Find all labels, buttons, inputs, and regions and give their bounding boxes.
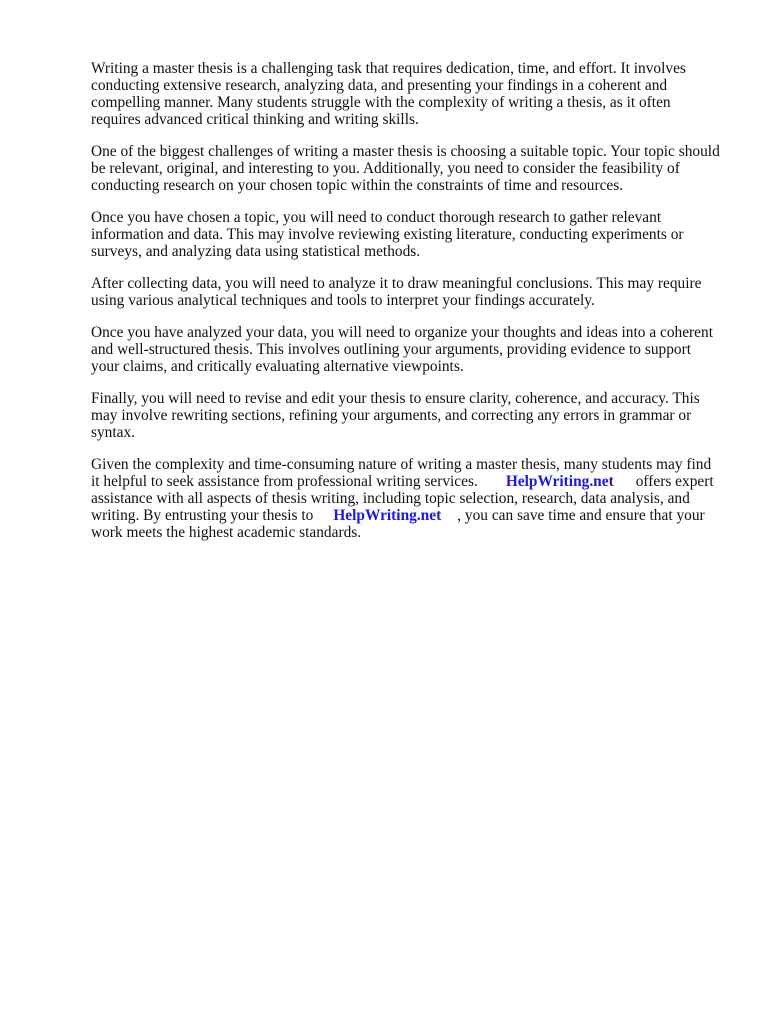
closing-text-2: offers expert assistance with all aspects of thesis writing, including topic selection, research, data analysis, and writing. By entrusting your thesis to bbox=[91, 473, 714, 524]
closing-text-1: Given the complexity and time-consuming nature of writing a master thesis, many students may find it helpful to seek assistance from professional writing services. bbox=[91, 456, 712, 490]
helpwriting-link-2[interactable]: HelpWriting.net bbox=[333, 507, 442, 524]
helpwriting-link-1[interactable]: HelpWriting.net bbox=[505, 473, 614, 490]
closing-text-3: , you can save time and ensure that your work meets the highest academic standards. bbox=[91, 507, 705, 541]
document-page bbox=[91, 60, 723, 556]
paragraph-revise: Finally, you will need to revise and edit your thesis to ensure clarity, coherence, and accuracy. This may involve rewriting sections, refining your arguments, and correcting any errors in grammar or syntax. bbox=[91, 390, 700, 441]
paragraph-research: Once you have chosen a topic, you will need to conduct thorough research to gather relevant information and data. This may involve reviewing existing literature, conducting experiments or surveys, and analyzing data using statistical methods. bbox=[91, 209, 684, 260]
paragraph-closing bbox=[91, 456, 723, 541]
paragraph-intro: Writing a master thesis is a challenging task that requires dedication, time, and effort. It involves conducting extensive research, analyzing data, and presenting your findings in a coherent and compelling manner. Many students struggle with the complexity of writing a thesis, as it often requires advanced critical thinking and writing skills. bbox=[91, 60, 686, 128]
paragraph-topic: One of the biggest challenges of writing a master thesis is choosing a suitable topic. Your topic should be relevant, original, and interesting to you. Additionally, you need to consider the feasibility of conducting research on your chosen topic within the constraints of time and resources. bbox=[91, 143, 720, 194]
paragraph-analysis: After collecting data, you will need to analyze it to draw meaningful conclusions. This may require using various analytical techniques and tools to interpret your findings accurately. bbox=[91, 275, 702, 309]
paragraph-organize: Once you have analyzed your data, you will need to organize your thoughts and ideas into a coherent and well-structured thesis. This involves outlining your arguments, providing evidence to support your claims, and critically evaluating alternative viewpoints. bbox=[91, 324, 713, 375]
